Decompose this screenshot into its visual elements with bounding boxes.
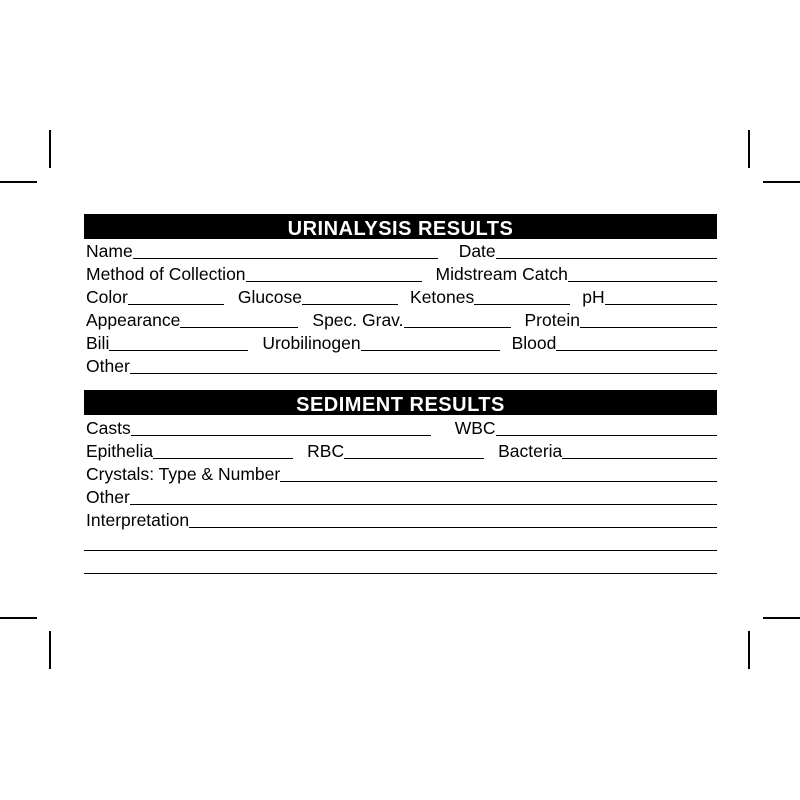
- casts-field[interactable]: [131, 435, 431, 436]
- wbc-field[interactable]: [496, 435, 717, 436]
- row-interpretation-line-2: [84, 530, 717, 553]
- crop-mark-top-right-vertical: [748, 130, 750, 168]
- sediment-other-label: Other: [86, 487, 130, 507]
- interpretation-field-line-2[interactable]: [84, 550, 717, 551]
- bili-field[interactable]: [109, 350, 248, 351]
- casts-label: Casts: [86, 418, 131, 438]
- other-field[interactable]: [130, 373, 717, 374]
- row-name-date: [84, 239, 717, 261]
- other-label: Other: [86, 356, 130, 376]
- name-field[interactable]: [133, 258, 438, 259]
- results-form: [84, 214, 717, 576]
- rbc-label: RBC: [307, 441, 345, 461]
- midstream-catch-field[interactable]: [568, 281, 717, 282]
- blood-field[interactable]: [556, 350, 717, 351]
- glucose-label: Glucose: [237, 287, 303, 307]
- interpretation-field-line-3[interactable]: [84, 573, 717, 574]
- sediment-fields: [84, 415, 717, 576]
- interpretation-field[interactable]: [189, 527, 717, 528]
- row-crystals: [84, 461, 717, 484]
- urobilinogen-label: Urobilinogen: [262, 333, 361, 353]
- color-field[interactable]: [128, 304, 224, 305]
- row-epithelia-rbc-bacteria: [84, 438, 717, 461]
- name-label: Name: [86, 241, 133, 261]
- urobilinogen-field[interactable]: [361, 350, 500, 351]
- color-label: Color: [86, 287, 128, 307]
- crop-mark-top-right-horizontal: [763, 181, 800, 183]
- bacteria-field[interactable]: [562, 458, 717, 459]
- row-bili-urobilinogen-blood: [84, 330, 717, 353]
- crop-mark-bottom-right-horizontal: [763, 617, 800, 619]
- urinalysis-fields: [84, 239, 717, 376]
- wbc-label: WBC: [454, 418, 496, 438]
- crop-mark-top-left-horizontal: [0, 181, 37, 183]
- bacteria-label: Bacteria: [498, 441, 563, 461]
- row-sediment-other: [84, 484, 717, 507]
- crop-mark-bottom-right-vertical: [748, 631, 750, 669]
- blood-label: Blood: [511, 333, 557, 353]
- row-appearance-specgrav-protein: [84, 307, 717, 330]
- midstream-catch-label: Midstream Catch: [435, 264, 568, 284]
- row-other: [84, 353, 717, 376]
- glucose-field[interactable]: [302, 304, 398, 305]
- appearance-label: Appearance: [86, 310, 181, 330]
- method-of-collection-label: Method of Collection: [86, 264, 246, 284]
- row-method-midstream: [84, 261, 717, 284]
- ph-field[interactable]: [605, 304, 717, 305]
- epithelia-label: Epithelia: [86, 441, 154, 461]
- urinalysis-header: URINALYSIS RESULTS: [84, 214, 717, 239]
- row-interpretation-line-3: [84, 553, 717, 576]
- ketones-field[interactable]: [474, 304, 570, 305]
- crystals-label: Crystals: Type & Number: [86, 464, 281, 484]
- bili-label: Bili: [86, 333, 110, 353]
- crop-mark-bottom-left-vertical: [49, 631, 51, 669]
- epithelia-field[interactable]: [153, 458, 293, 459]
- crop-mark-top-left-vertical: [49, 130, 51, 168]
- crystals-field[interactable]: [280, 481, 717, 482]
- spec-grav-field[interactable]: [404, 327, 511, 328]
- interpretation-label: Interpretation: [86, 510, 190, 530]
- ketones-label: Ketones: [410, 287, 475, 307]
- method-of-collection-field[interactable]: [246, 281, 422, 282]
- row-color-glucose-ketones-ph: [84, 284, 717, 307]
- sediment-header: SEDIMENT RESULTS: [84, 390, 717, 415]
- crop-mark-bottom-left-horizontal: [0, 617, 37, 619]
- protein-field[interactable]: [580, 327, 717, 328]
- appearance-field[interactable]: [180, 327, 298, 328]
- protein-label: Protein: [524, 310, 580, 330]
- ph-label: pH: [582, 287, 605, 307]
- row-interpretation: [84, 507, 717, 530]
- rbc-field[interactable]: [344, 458, 484, 459]
- row-casts-wbc: [84, 415, 717, 438]
- date-field[interactable]: [496, 258, 717, 259]
- sediment-other-field[interactable]: [130, 504, 717, 505]
- date-label: Date: [458, 241, 496, 261]
- spec-grav-label: Spec. Grav.: [312, 310, 404, 330]
